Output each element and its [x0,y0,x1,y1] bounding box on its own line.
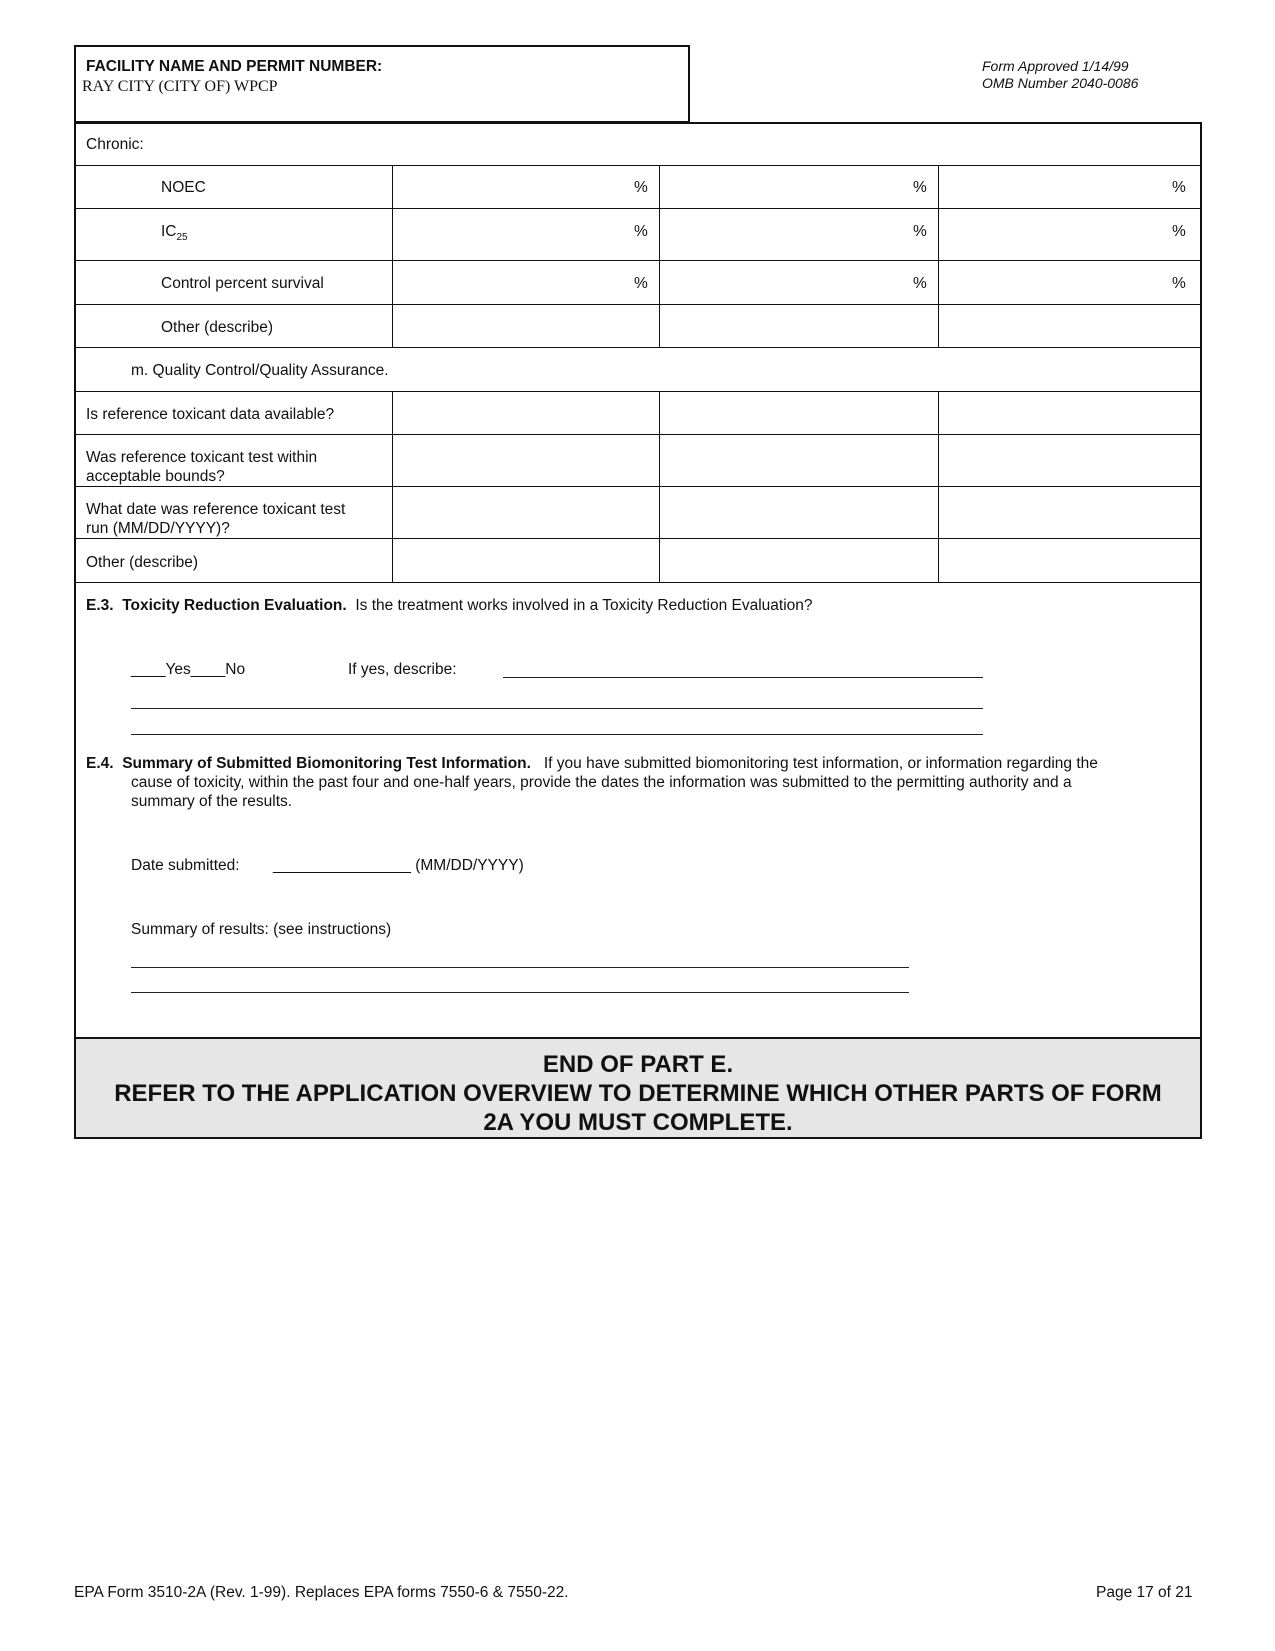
e3-title: Toxicity Reduction Evaluation. [122,597,347,614]
footer-form-id: EPA Form 3510-2A (Rev. 1-99). Replaces EPA forms 7550-6 & 7550-22. [74,1584,569,1601]
end-line-1: END OF PART E. [542,1051,734,1078]
e3-describe-line-2[interactable] [131,708,983,709]
divider [74,260,1202,261]
footer-page-number: Page 17 of 21 [1096,1584,1193,1601]
qa-row-1-label: Is reference toxicant data available? [86,406,335,423]
ic25-unit-2: % [913,223,927,240]
ic25-unit-1: % [634,223,648,240]
omb-number: OMB Number 2040-0086 [982,75,1139,91]
control-survival-label: Control percent survival [161,275,324,292]
qa-row-2-label-line1: Was reference toxicant test within [86,449,318,466]
summary-results-label: Summary of results: (see instructions) [131,921,392,938]
summary-line-1[interactable] [131,967,909,968]
end-line-2: REFER TO THE APPLICATION OVERVIEW TO DETERMINE WHICH OTHER PARTS OF FORM [114,1080,1162,1107]
summary-line-2[interactable] [131,992,909,993]
divider [74,347,1202,348]
column-divider [938,391,939,582]
ic25-label: $IC_{25}$ [161,223,188,244]
e3-if-yes-label: If yes, describe: [348,661,457,678]
column-divider [938,165,939,347]
e4-text-line2: cause of toxicity, within the past four and one-half years, provide the dates the information was submitted to the permitting authority and a [131,774,1072,791]
noec-label: NOEC [161,179,206,196]
e4-text-line3: summary of the results. [131,793,293,810]
e3-heading [86,597,813,615]
date-submitted-label: Date submitted: [131,857,240,874]
divider [74,538,1202,539]
qa-row-4-label: Other (describe) [86,554,198,571]
date-submitted-field[interactable]: ________________ (MM/DD/YYYY) [273,857,524,874]
divider [74,582,1202,583]
qa-row-3-label-line2: run (MM/DD/YYYY)? [86,520,230,537]
ic25-subscript: 25 [176,232,188,244]
e3-describe-line-1[interactable] [503,677,983,678]
column-divider [659,391,660,582]
facility-value: RAY CITY (CITY OF) WPCP [82,78,278,95]
divider [74,208,1202,209]
end-line-3: 2A YOU MUST COMPLETE. [483,1109,793,1136]
e4-heading [86,755,1098,773]
column-divider [392,391,393,582]
form-approved: Form Approved 1/14/99 [982,58,1129,74]
chronic-label: Chronic: [86,136,144,153]
noec-unit-1: % [634,179,648,196]
divider [74,486,1202,487]
qa-heading: m. Quality Control/Quality Assurance. [131,362,389,379]
divider [74,391,1202,392]
e3-describe-line-3[interactable] [131,734,983,735]
divider [74,165,1202,166]
facility-label: FACILITY NAME AND PERMIT NUMBER: [86,58,383,75]
chronic-other-label: Other (describe) [161,319,273,336]
ic25-unit-3: % [1172,223,1186,240]
e4-title: Summary of Submitted Biomonitoring Test Information. [122,755,531,772]
control-unit-2: % [913,275,927,292]
noec-unit-3: % [1172,179,1186,196]
divider [74,434,1202,435]
control-unit-3: % [1172,275,1186,292]
e3-yes-no[interactable]: ____Yes____No [131,661,246,678]
control-unit-1: % [634,275,648,292]
noec-unit-2: % [913,179,927,196]
column-divider [659,165,660,347]
e4-text-line1: If you have submitted biomonitoring test information, or information regarding the [543,755,1098,772]
e3-number: E.3. [86,597,114,614]
qa-row-2-label-line2: acceptable bounds? [86,468,225,485]
e3-question: Is the treatment works involved in a Toxicity Reduction Evaluation? [355,597,813,614]
divider [74,304,1202,305]
qa-row-3-label-line1: What date was reference toxicant test [86,501,346,518]
column-divider [392,165,393,347]
e4-number: E.4. [86,755,114,772]
end-of-part-banner [74,1037,1202,1139]
